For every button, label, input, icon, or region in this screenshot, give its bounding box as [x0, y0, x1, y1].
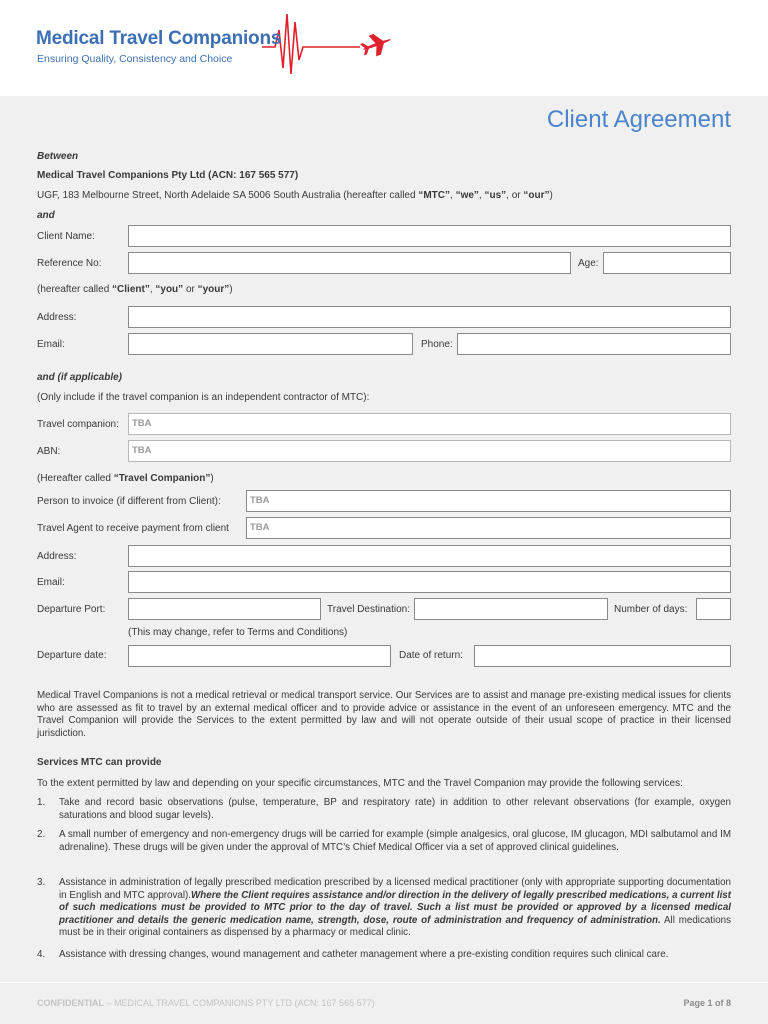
logo-subtitle: Ensuring Quality, Consistency and Choice: [37, 53, 233, 65]
travel-companion-field[interactable]: TBA: [128, 413, 731, 435]
footer-confidential: CONFIDENTIAL – MEDICAL TRAVEL COMPANIONS PTY LTD (ACN: 167 565 577): [37, 998, 375, 1008]
travel-agent-field[interactable]: TBA: [246, 517, 731, 539]
page-number: Page 1 of 8: [683, 998, 731, 1008]
companion-hereafter: (Hereafter called “Travel Companion”): [37, 473, 214, 484]
destination-field[interactable]: [414, 598, 608, 620]
phone-field[interactable]: [457, 333, 731, 355]
address2-field[interactable]: [128, 545, 731, 567]
services-intro: To the extent permitted by law and depending on your specific circumstances, MTC and the Travel Companion may provide the following services:: [37, 778, 683, 789]
travel-agent-label: Travel Agent to receive payment from client: [37, 523, 229, 534]
client-hereafter: (hereafter called “Client”, “you” or “your”): [37, 284, 233, 295]
departure-note: (This may change, refer to Terms and Conditions): [128, 627, 348, 638]
abn-field[interactable]: TBA: [128, 440, 731, 462]
list-item: 2. A small number of emergency and non-emergency drugs will be carried for example (simple analgesics, oral glucose, IM glucagon, MDI salbutamol and IM adrenaline). These drugs will be given under the approval of MTC’s Chief Medical Officer via a set of approved clinical guidelines.: [37, 829, 731, 853]
email2-field[interactable]: [128, 571, 731, 593]
age-label: Age:: [578, 258, 599, 269]
departure-port-label: Departure Port:: [37, 604, 106, 615]
services-heading: Services MTC can provide: [37, 757, 162, 768]
address2-label: Address:: [37, 551, 77, 562]
client-name-field[interactable]: [128, 225, 731, 247]
invoice-field[interactable]: TBA: [246, 490, 731, 512]
address-field[interactable]: [128, 306, 731, 328]
travel-companion-label: Travel companion:: [37, 419, 119, 430]
between-label: Between: [37, 151, 79, 162]
and-label: and: [37, 210, 55, 221]
return-date-label: Date of return:: [399, 650, 463, 661]
company-address: UGF, 183 Melbourne Street, North Adelaide SA 5006 South Australia (hereafter called “MTC”, “we”, “us”, or “our”): [37, 190, 553, 201]
and-if-applicable-label: and (if applicable): [37, 372, 123, 383]
reference-field[interactable]: [128, 252, 571, 274]
return-date-field[interactable]: [474, 645, 731, 667]
intro-paragraph: Medical Travel Companions is not a medical retrieval or medical transport service. Our Services are to assist and manage pre-existing medical issues for clients who are assessed as fit to travel by an external medical officer and to provide advice or assistance in the event of an unforeseen emergency. MTC and the Travel Companion will provide the Services to the extent permitted by law and will not operate outside of their usual scope of practice in their licensed jurisdiction.: [37, 690, 731, 739]
client-name-label: Client Name:: [37, 231, 95, 242]
abn-label: ABN:: [37, 446, 61, 457]
reference-label: Reference No:: [37, 258, 102, 269]
email-label: Email:: [37, 339, 65, 350]
invoice-label: Person to invoice (if different from Client):: [37, 496, 221, 507]
list-item: 1. Take and record basic observations (pulse, temperature, BP and respiratory rate) in addition to other relevant observations (for example, oxygen saturations and blood sugar levels).: [37, 797, 731, 821]
destination-label: Travel Destination:: [327, 604, 410, 615]
footer-divider: [0, 982, 768, 983]
companion-note: (Only include if the travel companion is an independent contractor of MTC):: [37, 392, 370, 403]
departure-date-field[interactable]: [128, 645, 391, 667]
age-field[interactable]: [603, 252, 731, 274]
email-field[interactable]: [128, 333, 413, 355]
email2-label: Email:: [37, 577, 65, 588]
logo-title: Medical Travel Companions: [36, 28, 282, 49]
days-field[interactable]: [696, 598, 731, 620]
header: [0, 0, 768, 96]
departure-date-label: Departure date:: [37, 650, 107, 661]
list-item: 4. Assistance with dressing changes, wound management and catheter management where a pre-existing condition requires such clinical care.: [37, 949, 669, 960]
address-label: Address:: [37, 312, 77, 323]
page-title: Client Agreement: [546, 106, 731, 133]
company-name: Medical Travel Companions Pty Ltd (ACN: 167 565 577): [37, 170, 299, 181]
phone-label: Phone:: [421, 339, 453, 350]
list-item: 3. Assistance in administration of legally prescribed medication prescribed by a licensed medical practitioner (only with appropriate supporting documentation in English and MTC approval).Where the Client requires assistance and/or direction in the delivery of legally prescribed medications, a current list of such medications must be provided to MTC prior to the day of travel. Such a list must be provided or approved by a licensed medical practitioner and details the generic medication name, strength, dose, route of administration and frequency of administration. All medications must be in their original containers as dispensed by a pharmacy or medical clinic.: [37, 877, 731, 939]
days-label: Number of days:: [614, 604, 688, 615]
departure-port-field[interactable]: [128, 598, 321, 620]
